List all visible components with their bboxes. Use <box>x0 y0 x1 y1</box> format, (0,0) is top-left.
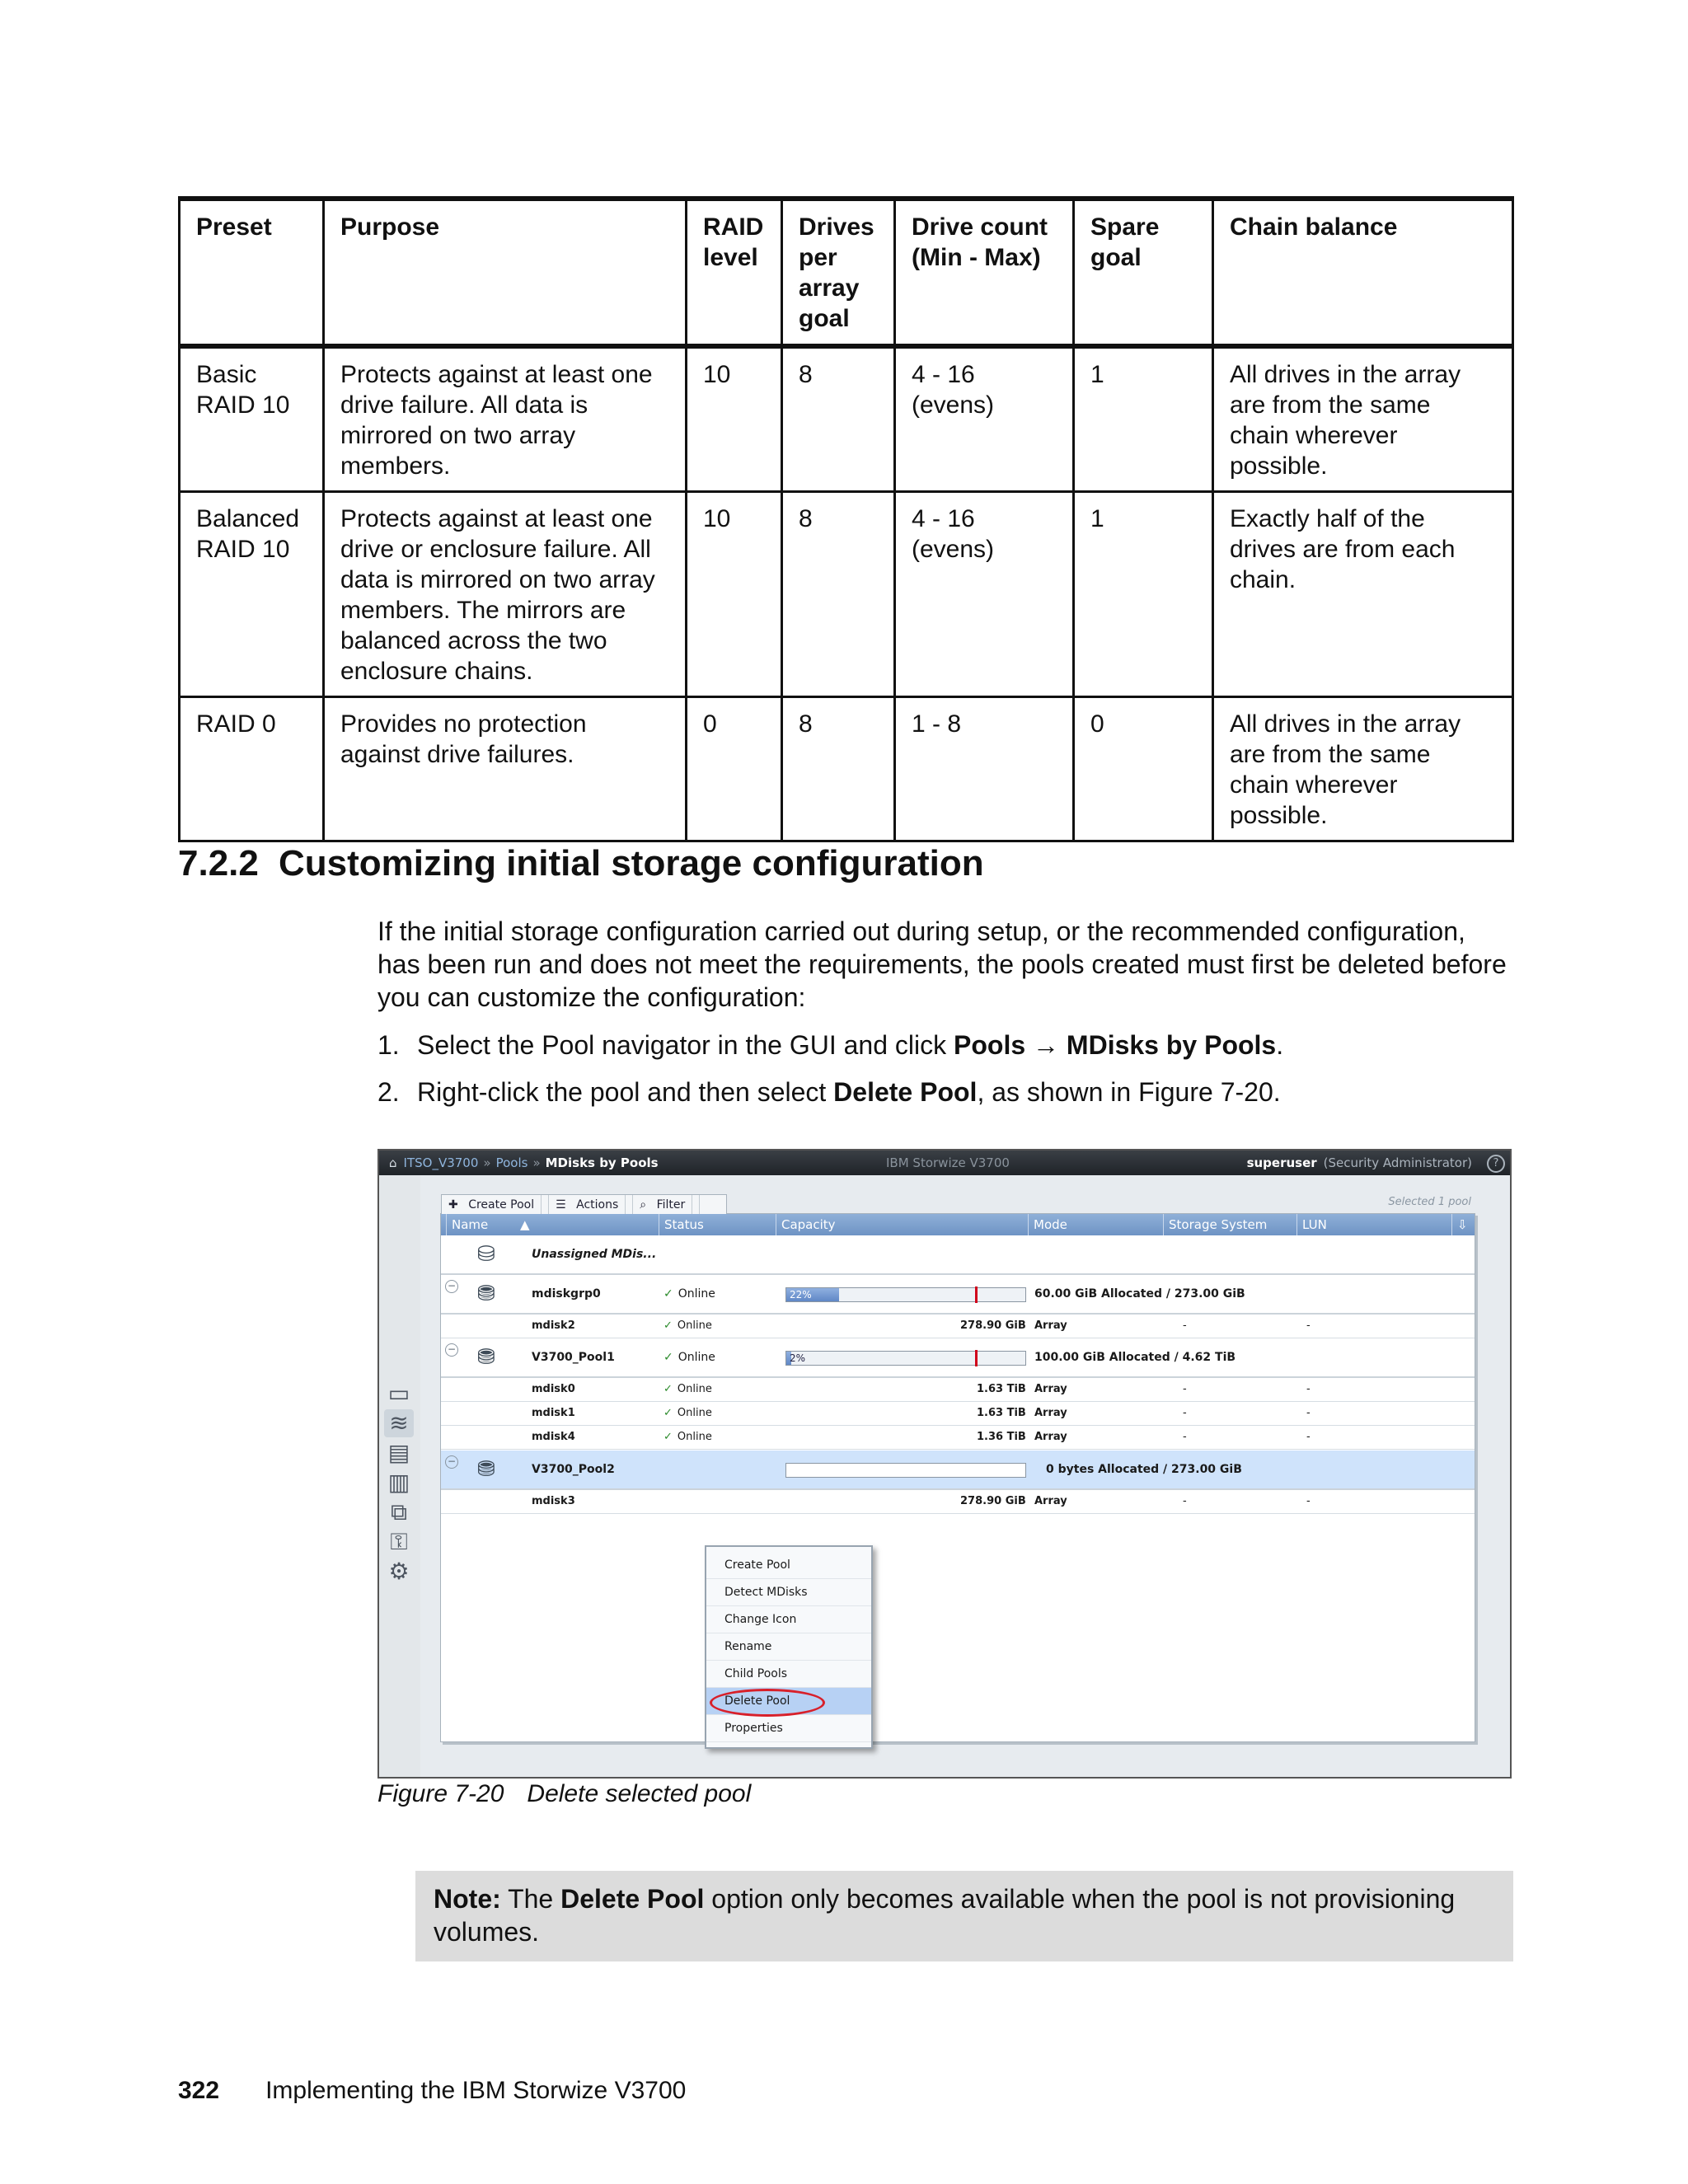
mode-cell: Array <box>1034 1319 1067 1332</box>
pools-panel <box>440 1196 1475 1742</box>
grid-header <box>441 1214 1475 1235</box>
cell-chain-balance: All drives in the array are from the same chain wherever possible. <box>1213 346 1513 492</box>
cell-raid-level: 0 <box>687 697 782 841</box>
lun-cell: - <box>1306 1319 1311 1332</box>
step-number: 1. <box>377 1030 400 1060</box>
breadcrumb-current: MDisks by Pools <box>545 1155 659 1170</box>
col-drives-per-array: Drives per array goal <box>782 199 895 346</box>
cell-drives-per-array: 8 <box>782 346 895 492</box>
mdisk-name: mdisk2 <box>532 1319 575 1332</box>
step-text: . <box>1276 1030 1284 1060</box>
pool-icon: ⛃ <box>477 1457 495 1482</box>
column-header-mode[interactable]: Mode <box>1028 1214 1067 1235</box>
pool-name: V3700_Pool1 <box>532 1351 615 1364</box>
table-row[interactable] <box>441 1426 1475 1450</box>
product-name: IBM Storwize V3700 <box>886 1155 1010 1170</box>
mdisk-name: mdisk4 <box>532 1431 575 1443</box>
access-icon[interactable]: ⚿ <box>390 1528 408 1555</box>
page-number: 322 <box>178 2077 220 2104</box>
user-role: (Security Administrator) <box>1323 1155 1472 1170</box>
menu-item-change-icon[interactable]: Change Icon <box>706 1606 871 1633</box>
mdisk-icon: ⛁ <box>477 1242 495 1267</box>
pools-icon[interactable]: ≋ <box>384 1409 414 1437</box>
step-bold: MDisks by Pools <box>1066 1030 1277 1060</box>
column-chooser-icon[interactable]: ⇩ <box>1451 1214 1468 1235</box>
table-row[interactable] <box>441 1490 1475 1514</box>
cell-drive-count: 1 - 8 <box>895 697 1074 841</box>
cell-chain-balance: Exactly half of the drives are from each chain. <box>1213 492 1513 697</box>
status-text: Online <box>677 1431 712 1443</box>
col-chain-balance: Chain balance <box>1213 199 1513 346</box>
allocation-text: 0 bytes Allocated / 273.00 GiB <box>1046 1463 1242 1476</box>
lun-cell: - <box>1306 1407 1311 1419</box>
menu-item-label: Delete Pool <box>724 1694 790 1708</box>
menu-item-rename[interactable]: Rename <box>706 1633 871 1661</box>
warning-threshold-marker <box>975 1286 978 1303</box>
table-row[interactable] <box>441 1378 1475 1402</box>
button-label: Actions <box>570 1195 626 1215</box>
gui-screenshot <box>377 1149 1512 1779</box>
copy-services-icon[interactable]: ⧉ <box>391 1498 407 1526</box>
user-name: superuser <box>1246 1155 1317 1170</box>
breadcrumb-system[interactable]: ITSO_V3700 <box>403 1155 479 1170</box>
list-item <box>377 1029 1515 1062</box>
menu-item-properties[interactable]: Properties <box>706 1715 871 1742</box>
figure-caption <box>377 1780 751 1808</box>
allocation-text: 60.00 GiB Allocated / 273.00 GiB <box>1034 1287 1245 1301</box>
user-menu[interactable] <box>1247 1151 1472 1175</box>
online-check-icon: ✓ <box>663 1431 673 1443</box>
create-pool-button[interactable]: ✚ Create Pool <box>442 1195 549 1215</box>
online-check-icon: ✓ <box>663 1351 673 1364</box>
table-row <box>180 346 1513 492</box>
column-header-status[interactable]: Status <box>659 1214 704 1235</box>
cell-purpose: Protects against at least one drive or enclosure failure. All data is mirrored on two array members. The mirrors are balanced across the two enclosure chains. <box>324 492 687 697</box>
breadcrumb-pools[interactable]: Pools <box>495 1155 528 1170</box>
storage-system-cell: - <box>1183 1407 1187 1419</box>
book-title: Implementing the IBM Storwize V3700 <box>265 2077 687 2104</box>
row-name: Unassigned MDis... <box>532 1248 657 1261</box>
list-item <box>377 1076 1515 1108</box>
sort-ascending-icon: ▲ <box>520 1217 530 1232</box>
column-label: Name <box>446 1214 488 1235</box>
cell-drive-count: 4 - 16 (evens) <box>895 492 1074 697</box>
mode-cell: Array <box>1034 1407 1067 1419</box>
mdisk-name: mdisk3 <box>532 1495 575 1507</box>
storage-system-cell: - <box>1183 1383 1187 1395</box>
capacity-percent: 2% <box>790 1352 806 1364</box>
online-check-icon: ✓ <box>663 1407 673 1419</box>
capacity-percent: 22% <box>790 1289 812 1301</box>
cell-spare-goal: 0 <box>1074 697 1213 841</box>
lun-cell: - <box>1306 1431 1311 1443</box>
cell-drives-per-array: 8 <box>782 697 895 841</box>
status-text: Online <box>677 1383 712 1395</box>
col-preset: Preset <box>180 199 324 346</box>
page-footer <box>178 2077 686 2105</box>
breadcrumb <box>389 1151 659 1175</box>
step-text: , as shown in Figure 7-20. <box>977 1077 1281 1107</box>
table-row <box>180 492 1513 697</box>
cell-preset: Basic RAID 10 <box>180 346 324 492</box>
lun-cell: - <box>1306 1495 1311 1507</box>
menu-item-create-pool[interactable]: Create Pool <box>706 1552 871 1579</box>
mode-cell: Array <box>1034 1495 1067 1507</box>
status-text: Online <box>678 1351 715 1364</box>
monitoring-icon[interactable]: ▭ <box>387 1380 410 1407</box>
table-row[interactable] <box>441 1235 1475 1275</box>
note-text: The <box>500 1884 561 1914</box>
table-row[interactable] <box>441 1315 1475 1338</box>
col-spare-goal: Spare goal <box>1074 199 1213 346</box>
hosts-icon[interactable]: ▥ <box>387 1469 410 1496</box>
pool-name: V3700_Pool2 <box>532 1463 615 1476</box>
mdisk-name: mdisk1 <box>532 1407 575 1419</box>
col-drive-count: Drive count (Min - Max) <box>895 199 1074 346</box>
capacity-bar <box>785 1351 1026 1366</box>
storage-system-cell: - <box>1183 1495 1187 1507</box>
figure-title: Delete selected pool <box>527 1780 752 1807</box>
online-check-icon: ✓ <box>663 1319 673 1332</box>
status-text: Online <box>677 1319 712 1332</box>
section-number: 7.2.2 <box>178 843 259 883</box>
status-cell <box>663 1338 715 1376</box>
capacity-bar <box>785 1463 1026 1478</box>
pool-name: mdiskgrp0 <box>532 1287 601 1301</box>
capacity-cell: 1.63 TiB <box>977 1407 1026 1419</box>
filter-button[interactable]: ⌕ Filter <box>633 1195 700 1215</box>
mdisk-name: mdisk0 <box>532 1383 575 1395</box>
section-title: Customizing initial storage configuration <box>279 843 984 883</box>
menu-item-child-pools[interactable]: Child Pools <box>706 1661 871 1688</box>
col-purpose: Purpose <box>324 199 687 346</box>
table-row[interactable] <box>441 1338 1475 1378</box>
capacity-bar <box>785 1287 1026 1302</box>
raid-presets-table <box>178 196 1514 842</box>
note-bold: Delete Pool <box>560 1884 705 1914</box>
arrow-glyph: → <box>1025 1030 1067 1060</box>
intro-paragraph: If the initial storage configuration carried out during setup, or the recommended configuration, has been run and does not meet the requirements, the pools created must first be deleted before you can customize the configuration: <box>377 916 1507 1012</box>
step-text: Select the Pool navigator in the GUI and click <box>417 1030 954 1060</box>
capacity-cell: 278.90 GiB <box>960 1495 1026 1507</box>
lun-cell: - <box>1306 1383 1311 1395</box>
column-header-capacity[interactable]: Capacity <box>776 1214 836 1235</box>
menu-item-delete-pool[interactable] <box>706 1688 871 1715</box>
warning-threshold-marker <box>975 1350 978 1366</box>
home-icon[interactable]: ⌂ <box>389 1155 397 1170</box>
selection-count: Selected 1 pool <box>1388 1196 1471 1208</box>
column-header-name[interactable] <box>441 1214 652 1235</box>
cell-preset: RAID 0 <box>180 697 324 841</box>
capacity-cell: 278.90 GiB <box>960 1319 1026 1332</box>
left-nav <box>379 1175 420 1777</box>
cell-raid-level: 10 <box>687 492 782 697</box>
help-icon[interactable]: ? <box>1487 1155 1505 1173</box>
online-check-icon: ✓ <box>663 1287 673 1301</box>
collapse-icon[interactable]: − <box>445 1455 458 1469</box>
settings-icon[interactable]: ⚙ <box>388 1558 410 1585</box>
table-row[interactable] <box>441 1275 1475 1315</box>
status-cell <box>663 1378 712 1401</box>
status-text: Online <box>677 1407 712 1419</box>
context-menu <box>705 1545 873 1749</box>
button-label: Filter <box>650 1195 693 1215</box>
cell-drives-per-array: 8 <box>782 492 895 697</box>
top-bar <box>379 1151 1510 1175</box>
table-row[interactable] <box>441 1402 1475 1426</box>
mode-cell: Array <box>1034 1383 1067 1395</box>
cell-spare-goal: 1 <box>1074 492 1213 697</box>
mode-cell: Array <box>1034 1431 1067 1443</box>
capacity-cell: 1.63 TiB <box>977 1383 1026 1395</box>
cell-drive-count: 4 - 16 (evens) <box>895 346 1074 492</box>
cell-raid-level: 10 <box>687 346 782 492</box>
column-header-storage-system[interactable]: Storage System <box>1163 1214 1267 1235</box>
steps-list <box>377 1029 1515 1122</box>
online-check-icon: ✓ <box>663 1383 673 1395</box>
table-row[interactable] <box>441 1451 1475 1490</box>
figure-label: Figure 7-20 <box>377 1780 504 1807</box>
note-box <box>415 1871 1513 1961</box>
status-cell <box>663 1275 715 1313</box>
actions-button[interactable]: ☰ Actions <box>549 1195 633 1215</box>
storage-system-cell: - <box>1183 1431 1187 1443</box>
collapse-icon[interactable]: − <box>445 1343 458 1357</box>
cell-spare-goal: 1 <box>1074 346 1213 492</box>
collapse-icon[interactable]: − <box>445 1280 458 1293</box>
step-number: 2. <box>377 1077 400 1107</box>
step-bold: Delete Pool <box>833 1077 978 1107</box>
status-cell <box>663 1315 712 1338</box>
column-header-lun[interactable]: LUN <box>1296 1214 1327 1235</box>
step-text: Right-click the pool and then select <box>417 1077 834 1107</box>
breadcrumb-separator: » <box>532 1155 541 1170</box>
step-bold: Pools <box>954 1030 1026 1060</box>
note-label: Note: <box>434 1884 501 1914</box>
breadcrumb-separator: » <box>483 1155 491 1170</box>
status-text: Online <box>678 1287 715 1301</box>
col-raid-level: RAID level <box>687 199 782 346</box>
menu-item-detect-mdisks[interactable]: Detect MDisks <box>706 1579 871 1606</box>
pool-icon: ⛃ <box>477 1282 495 1306</box>
allocation-text: 100.00 GiB Allocated / 4.62 TiB <box>1034 1351 1236 1364</box>
highlight-circle <box>710 1689 825 1717</box>
section-heading <box>178 839 984 888</box>
cell-purpose: Provides no protection against drive failures. <box>324 697 687 841</box>
status-cell <box>663 1402 712 1425</box>
table-row <box>180 697 1513 841</box>
panel-toolbar <box>441 1194 727 1215</box>
cell-preset: Balanced RAID 10 <box>180 492 324 697</box>
capacity-cell: 1.36 TiB <box>977 1431 1026 1443</box>
note-text: option only becomes available when the pool is not provisioning volumes. <box>434 1884 1456 1947</box>
button-label: Create Pool <box>462 1195 542 1215</box>
volumes-icon[interactable]: ▤ <box>387 1439 410 1466</box>
table-header-row <box>180 199 1513 346</box>
cell-chain-balance: All drives in the array are from the same chain wherever possible. <box>1213 697 1513 841</box>
status-cell <box>663 1426 712 1449</box>
pool-icon: ⛃ <box>477 1345 495 1370</box>
storage-system-cell: - <box>1183 1319 1187 1332</box>
cell-purpose: Protects against at least one drive failure. All data is mirrored on two array members. <box>324 346 687 492</box>
